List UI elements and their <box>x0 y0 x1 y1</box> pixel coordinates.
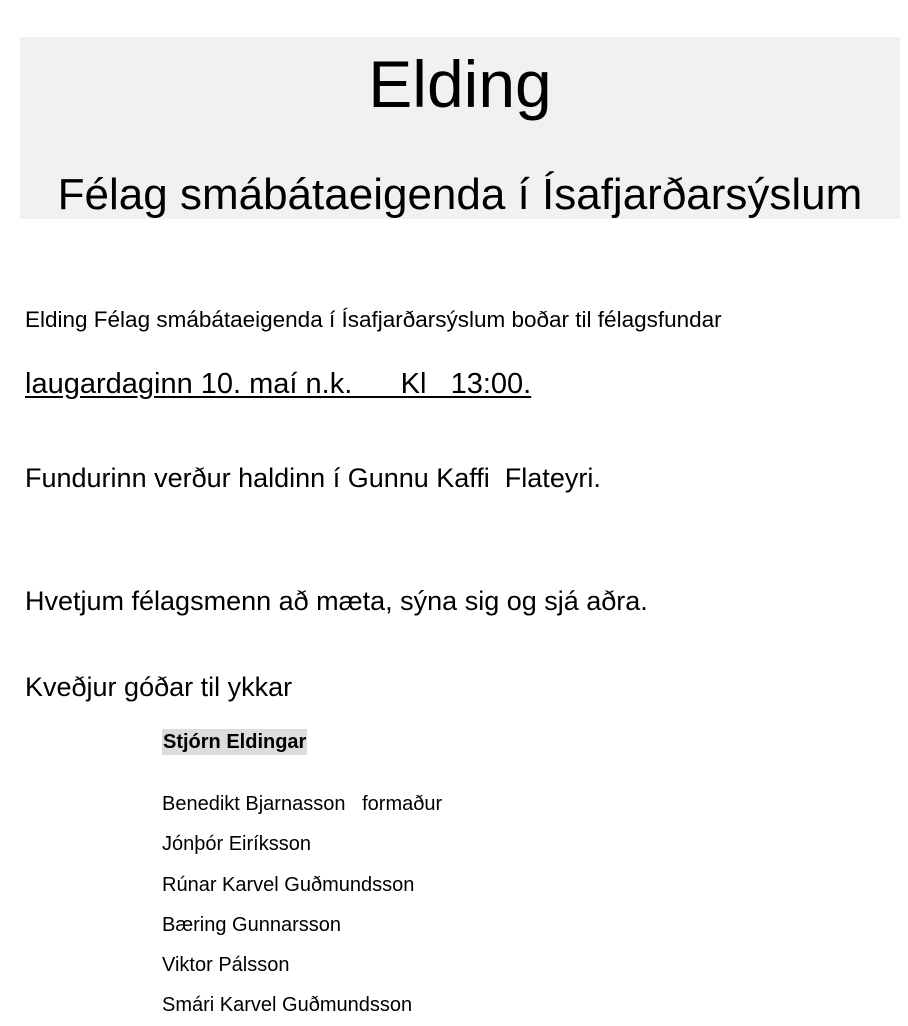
meeting-announcement: Elding Félag smábátaeigenda í Ísafjarðarsýslum boðar til félagsfundar <box>25 307 722 332</box>
board-member: Rúnar Karvel Guðmundsson <box>162 873 415 896</box>
page-title: Elding <box>368 47 552 121</box>
board-member: Benedikt Bjarnasson formaður <box>162 793 443 815</box>
page-subtitle: Félag smábátaeigenda í Ísafjarðarsýslum <box>57 170 863 219</box>
encouragement-text: Hvetjum félagsmenn að mæta, sýna sig og sjá aðra. <box>25 586 648 616</box>
board-heading: Stjórn Eldingar <box>163 731 307 753</box>
board-member: Smári Karvel Guðmundsson <box>162 994 413 1017</box>
board-member: Jónþór Eiríksson <box>162 833 311 856</box>
meeting-date-time: laugardaginn 10. maí n.k. Kl 13:00. <box>25 368 532 400</box>
board-member-list <box>162 784 442 1026</box>
board-member: Bæring Gunnarsson <box>162 913 341 936</box>
greeting-text: Kveðjur góðar til ykkar <box>25 672 293 702</box>
meeting-location: Fundurinn verður haldinn í Gunnu Kaffi Flateyri. <box>25 463 601 493</box>
board-member: Viktor Pálsson <box>162 954 290 977</box>
